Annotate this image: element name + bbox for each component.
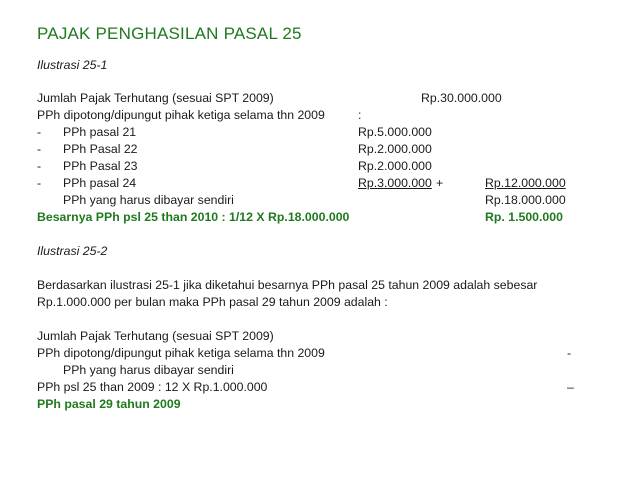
pph-pasal-29-label: PPh pasal 29 tahun 2009	[37, 397, 181, 411]
pph-dipotong-2-label: PPh dipotong/dipungut pihak ketiga selama thn 2009	[37, 346, 325, 360]
total-potongan-value: Rp.12.000.000	[485, 176, 566, 190]
jumlah-pajak-label: Jumlah Pajak Terhutang (sesuai SPT 2009)	[37, 91, 274, 105]
item-label: PPh Pasal 22	[63, 142, 138, 156]
jumlah-pajak-value: Rp.30.000.000	[421, 91, 502, 105]
minus-operator: -	[567, 346, 572, 360]
ilustrasi-2-heading: Ilustrasi 25-2	[37, 244, 108, 258]
item-value: Rp.2.000.000	[358, 142, 432, 156]
pph-sendiri-label: PPh yang harus dibayar sendiri	[63, 193, 234, 207]
dash-operator: –	[567, 380, 574, 394]
item-dash: -	[37, 125, 42, 139]
item-dash: -	[37, 176, 42, 190]
besarnya-pph-value: Rp. 1.500.000	[485, 210, 563, 224]
item-value: Rp.5.000.000	[358, 125, 432, 139]
item-label: PPh pasal 21	[63, 125, 137, 139]
paragraph-line-2: Rp.1.000.000 per bulan maka PPh pasal 29 tahun 2009 adalah :	[37, 295, 388, 309]
item-value: Rp.3.000.000	[358, 176, 432, 190]
item-label: PPh pasal 24	[63, 176, 137, 190]
plus-operator: +	[436, 176, 444, 190]
pph-dipotong-colon: :	[358, 108, 362, 122]
item-dash: -	[37, 159, 42, 173]
item-dash: -	[37, 142, 42, 156]
jumlah-pajak-2-label: Jumlah Pajak Terhutang (sesuai SPT 2009)	[37, 329, 274, 343]
item-label: PPh Pasal 23	[63, 159, 138, 173]
page-title: PAJAK PENGHASILAN PASAL 25	[37, 24, 302, 43]
item-value: Rp.2.000.000	[358, 159, 432, 173]
ilustrasi-1-heading: Ilustrasi 25-1	[37, 58, 108, 72]
besarnya-pph-label: Besarnya PPh psl 25 than 2010 : 1/12 X Rp.18.000.000	[37, 210, 350, 224]
paragraph-line-1: Berdasarkan ilustrasi 25-1 jika diketahui besarnya PPh pasal 25 tahun 2009 adalah sebesar	[37, 278, 538, 292]
pph-sendiri-value: Rp.18.000.000	[485, 193, 566, 207]
pph-psl25-label: PPh psl 25 than 2009 : 12 X Rp.1.000.000	[37, 380, 268, 394]
pph-sendiri-2-label: PPh yang harus dibayar sendiri	[63, 363, 234, 377]
pph-dipotong-label: PPh dipotong/dipungut pihak ketiga selama thn 2009	[37, 108, 325, 122]
